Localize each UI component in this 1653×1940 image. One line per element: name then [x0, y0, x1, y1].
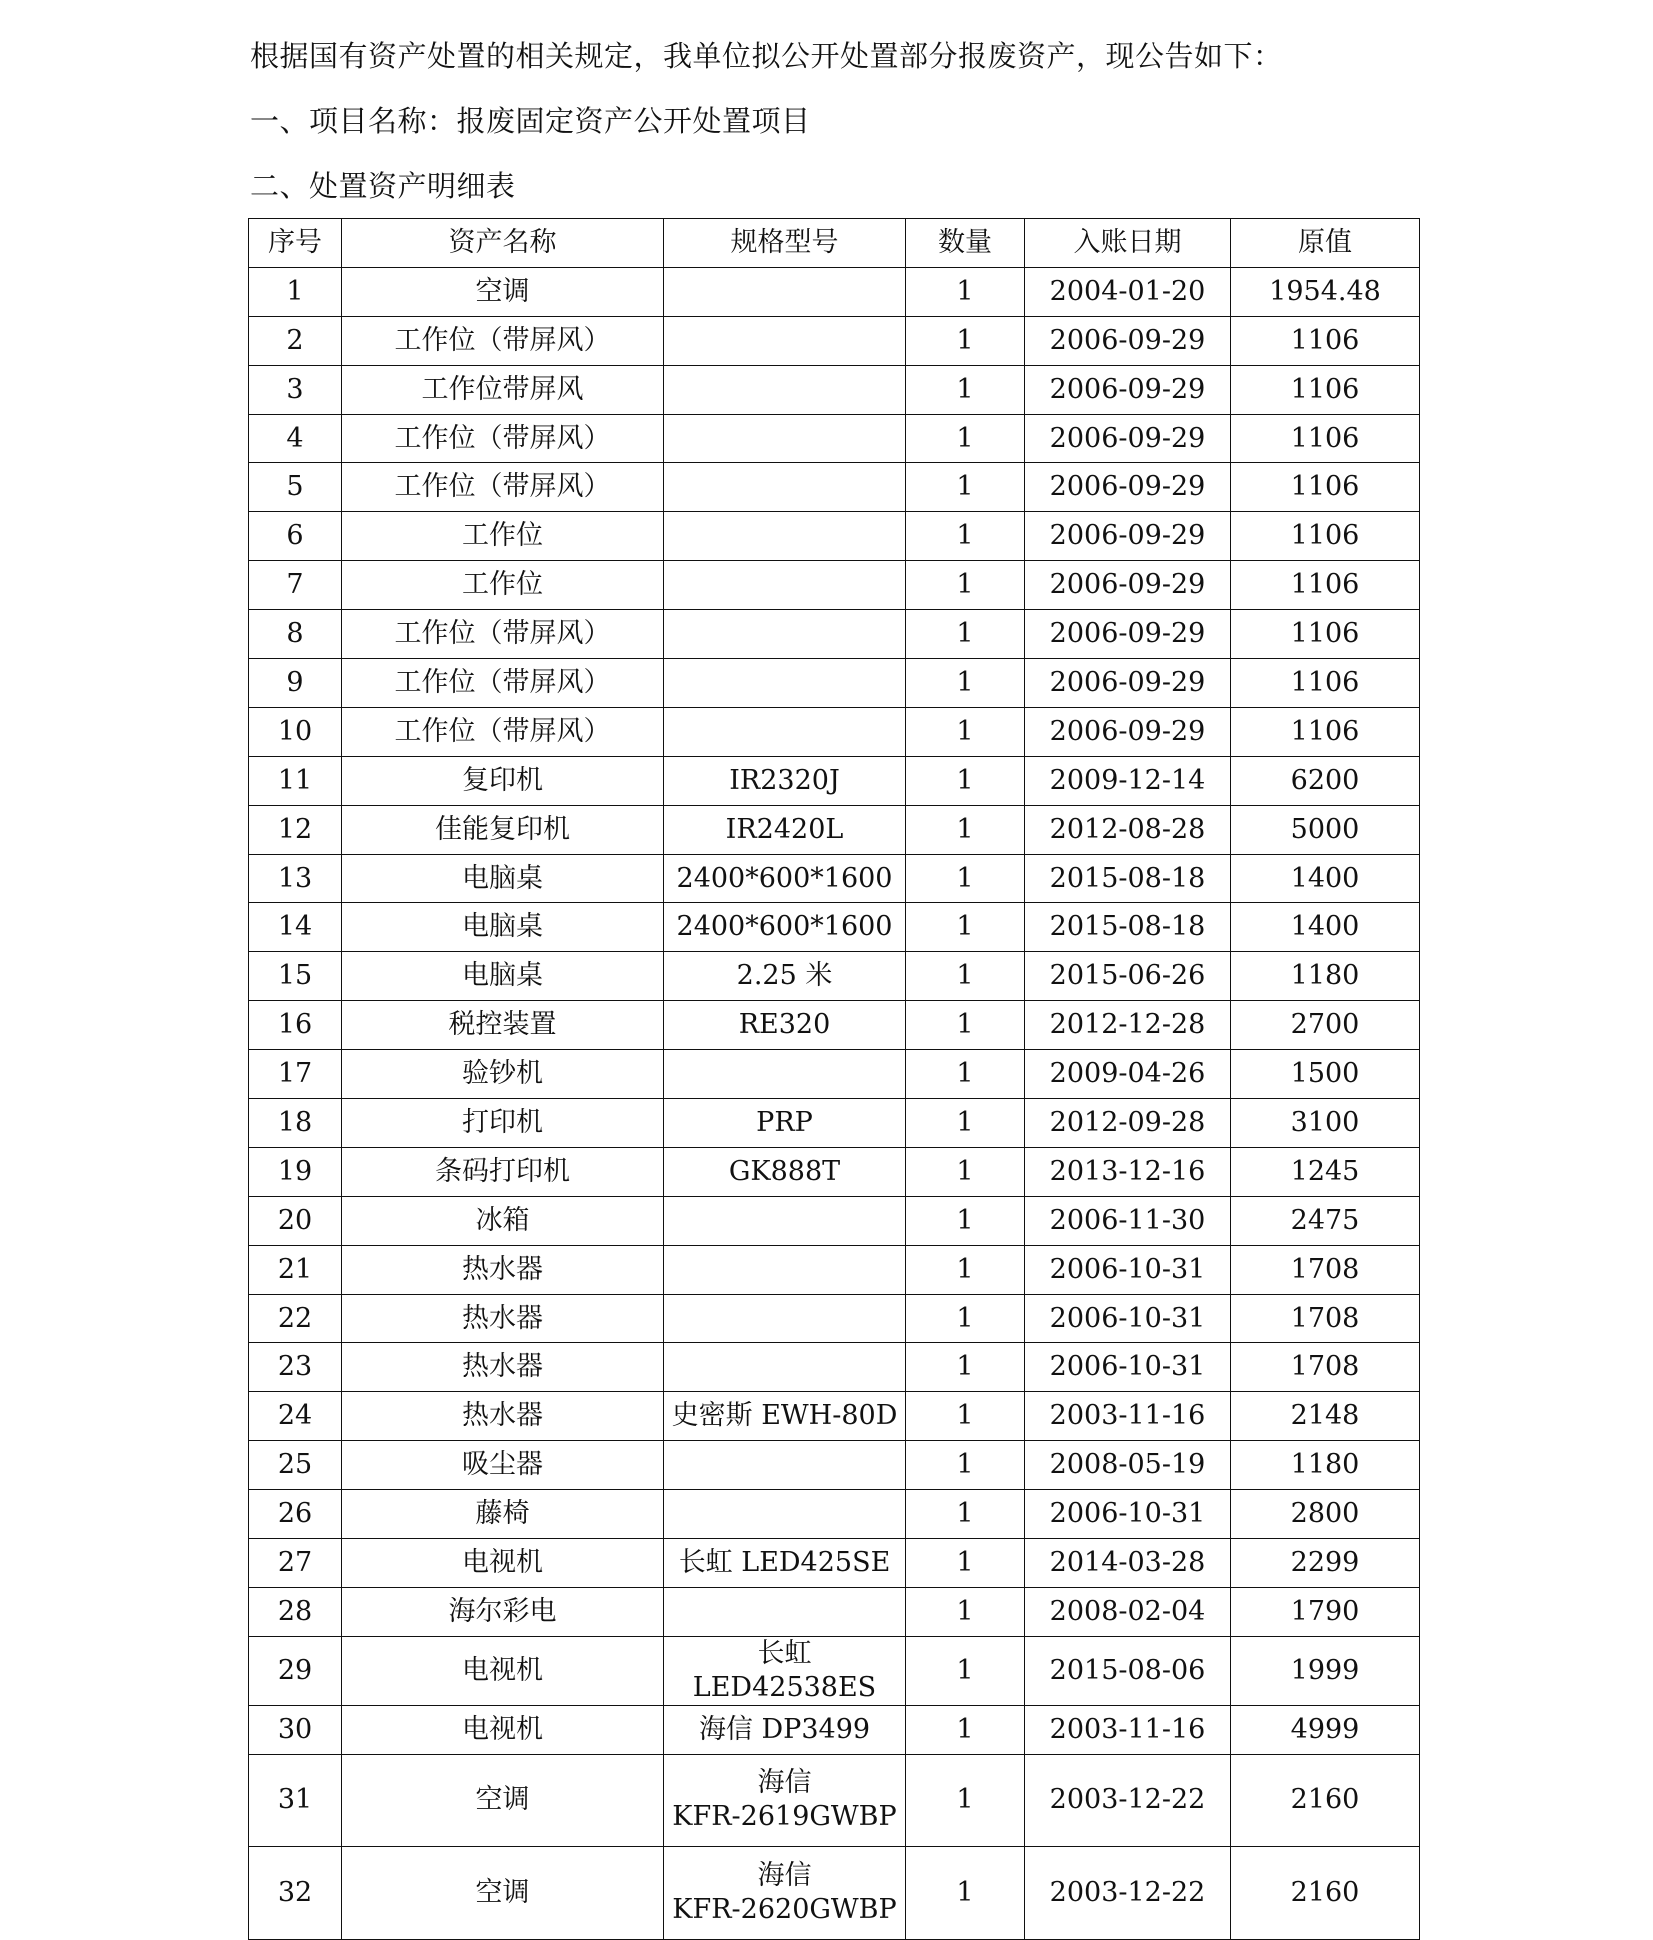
cell-spec: 海信 DP3499 — [664, 1705, 906, 1754]
cell-quantity: 1 — [906, 1754, 1025, 1847]
cell-spec — [664, 707, 906, 756]
cell-original-value: 1106 — [1231, 659, 1420, 708]
spec-brand: 海信 — [757, 1859, 812, 1891]
cell-asset-name: 空调 — [342, 1847, 664, 1940]
cell-asset-name: 条码打印机 — [342, 1147, 664, 1196]
cell-original-value: 1245 — [1231, 1147, 1420, 1196]
table-row — [249, 512, 1420, 561]
cell-asset-name: 工作位（带屏风） — [342, 316, 664, 365]
cell-quantity: 1 — [906, 1490, 1025, 1539]
cell-original-value: 5000 — [1231, 805, 1420, 854]
cell-spec — [664, 1441, 906, 1490]
cell-no: 27 — [249, 1539, 342, 1588]
cell-original-value: 1999 — [1231, 1636, 1420, 1705]
cell-quantity: 1 — [906, 1001, 1025, 1050]
section-project-name: 一、项目名称：报废固定资产公开处置项目 — [250, 104, 811, 138]
table-row — [249, 805, 1420, 854]
spec-model: KFR-2620GWBP — [672, 1893, 897, 1925]
intro-paragraph: 根据国有资产处置的相关规定，我单位拟公开处置部分报废资产，现公告如下： — [250, 39, 1283, 73]
cell-entry-date: 2009-04-26 — [1025, 1050, 1231, 1099]
table-row — [249, 854, 1420, 903]
cell-asset-name: 电脑桌 — [342, 903, 664, 952]
cell-entry-date: 2009-12-14 — [1025, 756, 1231, 805]
header-spec: 规格型号 — [664, 219, 906, 268]
cell-no: 32 — [249, 1847, 342, 1940]
table-row — [249, 1441, 1420, 1490]
cell-no: 9 — [249, 659, 342, 708]
cell-entry-date: 2008-05-19 — [1025, 1441, 1231, 1490]
cell-no: 19 — [249, 1147, 342, 1196]
cell-asset-name: 工作位（带屏风） — [342, 414, 664, 463]
cell-spec: 2400*600*1600 — [664, 854, 906, 903]
cell-no: 11 — [249, 756, 342, 805]
cell-quantity: 1 — [906, 1539, 1025, 1588]
cell-asset-name: 工作位带屏风 — [342, 365, 664, 414]
cell-spec: GK888T — [664, 1147, 906, 1196]
table-row — [249, 1050, 1420, 1099]
cell-no: 4 — [249, 414, 342, 463]
cell-original-value: 1954.48 — [1231, 267, 1420, 316]
cell-original-value: 3100 — [1231, 1099, 1420, 1148]
cell-entry-date: 2006-10-31 — [1025, 1245, 1231, 1294]
cell-spec: IR2420L — [664, 805, 906, 854]
cell-spec — [664, 1245, 906, 1294]
cell-quantity: 1 — [906, 1343, 1025, 1392]
cell-entry-date: 2012-09-28 — [1025, 1099, 1231, 1148]
cell-no: 3 — [249, 365, 342, 414]
cell-entry-date: 2006-10-31 — [1025, 1294, 1231, 1343]
cell-spec — [664, 1754, 906, 1847]
cell-asset-name: 空调 — [342, 267, 664, 316]
cell-spec: IR2320J — [664, 756, 906, 805]
table-row — [249, 365, 1420, 414]
cell-no: 16 — [249, 1001, 342, 1050]
cell-entry-date: 2003-12-22 — [1025, 1754, 1231, 1847]
cell-original-value: 1106 — [1231, 463, 1420, 512]
cell-quantity: 1 — [906, 1392, 1025, 1441]
cell-quantity: 1 — [906, 561, 1025, 610]
cell-quantity: 1 — [906, 756, 1025, 805]
table-row — [249, 1539, 1420, 1588]
table-row — [249, 952, 1420, 1001]
cell-quantity: 1 — [906, 463, 1025, 512]
cell-no: 17 — [249, 1050, 342, 1099]
cell-asset-name: 验钞机 — [342, 1050, 664, 1099]
table-row — [249, 1847, 1420, 1940]
table-row — [249, 1392, 1420, 1441]
table-row — [249, 1099, 1420, 1148]
cell-original-value: 1106 — [1231, 561, 1420, 610]
cell-original-value: 1180 — [1231, 1441, 1420, 1490]
cell-quantity: 1 — [906, 1587, 1025, 1636]
table-row — [249, 659, 1420, 708]
cell-asset-name: 佳能复印机 — [342, 805, 664, 854]
cell-asset-name: 税控装置 — [342, 1001, 664, 1050]
cell-no: 7 — [249, 561, 342, 610]
table-row — [249, 414, 1420, 463]
header-no: 序号 — [249, 219, 342, 268]
cell-entry-date: 2003-11-16 — [1025, 1705, 1231, 1754]
cell-no: 24 — [249, 1392, 342, 1441]
cell-original-value: 2700 — [1231, 1001, 1420, 1050]
cell-asset-name: 热水器 — [342, 1343, 664, 1392]
cell-no: 29 — [249, 1636, 342, 1705]
cell-entry-date: 2006-09-29 — [1025, 512, 1231, 561]
cell-entry-date: 2006-10-31 — [1025, 1490, 1231, 1539]
cell-no: 22 — [249, 1294, 342, 1343]
cell-entry-date: 2015-08-18 — [1025, 903, 1231, 952]
cell-spec: 史密斯 EWH-80D — [664, 1392, 906, 1441]
cell-asset-name: 冰箱 — [342, 1196, 664, 1245]
cell-original-value: 1400 — [1231, 854, 1420, 903]
cell-asset-name: 吸尘器 — [342, 1441, 664, 1490]
spec-brand: 海信 — [757, 1767, 812, 1799]
table-row — [249, 316, 1420, 365]
cell-quantity: 1 — [906, 952, 1025, 1001]
cell-spec: 长虹 LED425SE — [664, 1539, 906, 1588]
asset-detail-table — [248, 218, 1420, 1940]
cell-quantity: 1 — [906, 1099, 1025, 1148]
cell-no: 6 — [249, 512, 342, 561]
cell-asset-name: 工作位 — [342, 561, 664, 610]
cell-original-value: 4999 — [1231, 1705, 1420, 1754]
cell-entry-date: 2003-12-22 — [1025, 1847, 1231, 1940]
cell-no: 10 — [249, 707, 342, 756]
header-asset-name: 资产名称 — [342, 219, 664, 268]
cell-asset-name: 电视机 — [342, 1539, 664, 1588]
cell-spec — [664, 267, 906, 316]
cell-asset-name: 工作位（带屏风） — [342, 707, 664, 756]
cell-no: 31 — [249, 1754, 342, 1847]
cell-original-value: 1180 — [1231, 952, 1420, 1001]
cell-asset-name: 复印机 — [342, 756, 664, 805]
cell-original-value: 1106 — [1231, 610, 1420, 659]
table-row — [249, 756, 1420, 805]
cell-entry-date: 2012-08-28 — [1025, 805, 1231, 854]
cell-original-value: 1106 — [1231, 365, 1420, 414]
cell-entry-date: 2008-02-04 — [1025, 1587, 1231, 1636]
cell-no: 14 — [249, 903, 342, 952]
cell-spec — [664, 1294, 906, 1343]
cell-entry-date: 2006-09-29 — [1025, 561, 1231, 610]
cell-spec — [664, 414, 906, 463]
table-row — [249, 1245, 1420, 1294]
table-row — [249, 561, 1420, 610]
cell-asset-name: 热水器 — [342, 1294, 664, 1343]
cell-asset-name: 热水器 — [342, 1245, 664, 1294]
cell-original-value: 2800 — [1231, 1490, 1420, 1539]
cell-spec — [664, 1490, 906, 1539]
table-row — [249, 267, 1420, 316]
cell-quantity: 1 — [906, 365, 1025, 414]
table-row — [249, 463, 1420, 512]
cell-entry-date: 2015-06-26 — [1025, 952, 1231, 1001]
cell-no: 30 — [249, 1705, 342, 1754]
cell-asset-name: 打印机 — [342, 1099, 664, 1148]
spec-model: KFR-2619GWBP — [672, 1801, 897, 1833]
cell-asset-name: 电脑桌 — [342, 854, 664, 903]
cell-asset-name: 电脑桌 — [342, 952, 664, 1001]
cell-quantity: 1 — [906, 1050, 1025, 1099]
cell-asset-name: 海尔彩电 — [342, 1587, 664, 1636]
header-entry-date: 入账日期 — [1025, 219, 1231, 268]
header-original-value: 原值 — [1231, 219, 1420, 268]
cell-original-value: 2160 — [1231, 1754, 1420, 1847]
table-row — [249, 903, 1420, 952]
cell-original-value: 1106 — [1231, 512, 1420, 561]
cell-spec — [664, 659, 906, 708]
cell-no: 12 — [249, 805, 342, 854]
cell-spec: 2400*600*1600 — [664, 903, 906, 952]
cell-original-value: 2148 — [1231, 1392, 1420, 1441]
cell-spec — [664, 1343, 906, 1392]
table-row — [249, 1343, 1420, 1392]
cell-quantity: 1 — [906, 1441, 1025, 1490]
table-header-row — [249, 219, 1420, 268]
table-row — [249, 1001, 1420, 1050]
cell-no: 1 — [249, 267, 342, 316]
cell-spec — [664, 512, 906, 561]
cell-original-value: 1708 — [1231, 1245, 1420, 1294]
cell-quantity: 1 — [906, 1245, 1025, 1294]
cell-quantity: 1 — [906, 414, 1025, 463]
cell-entry-date: 2015-08-06 — [1025, 1636, 1231, 1705]
cell-asset-name: 工作位（带屏风） — [342, 610, 664, 659]
cell-quantity: 1 — [906, 1636, 1025, 1705]
cell-original-value: 1708 — [1231, 1294, 1420, 1343]
cell-asset-name: 工作位（带屏风） — [342, 463, 664, 512]
cell-quantity: 1 — [906, 1847, 1025, 1940]
cell-asset-name: 电视机 — [342, 1705, 664, 1754]
cell-entry-date: 2015-08-18 — [1025, 854, 1231, 903]
cell-original-value: 6200 — [1231, 756, 1420, 805]
section-asset-list-title: 二、处置资产明细表 — [250, 169, 516, 203]
cell-entry-date: 2006-11-30 — [1025, 1196, 1231, 1245]
cell-entry-date: 2006-10-31 — [1025, 1343, 1231, 1392]
cell-entry-date: 2012-12-28 — [1025, 1001, 1231, 1050]
cell-no: 28 — [249, 1587, 342, 1636]
cell-quantity: 1 — [906, 707, 1025, 756]
table-row — [249, 1196, 1420, 1245]
cell-quantity: 1 — [906, 854, 1025, 903]
cell-asset-name: 电视机 — [342, 1636, 664, 1705]
cell-no: 8 — [249, 610, 342, 659]
cell-original-value: 1790 — [1231, 1587, 1420, 1636]
table-row — [249, 610, 1420, 659]
cell-quantity: 1 — [906, 316, 1025, 365]
cell-asset-name: 热水器 — [342, 1392, 664, 1441]
cell-entry-date: 2006-09-29 — [1025, 659, 1231, 708]
cell-quantity: 1 — [906, 1147, 1025, 1196]
cell-spec: 长虹 LED42538ES — [664, 1636, 906, 1705]
cell-no: 26 — [249, 1490, 342, 1539]
table-row — [249, 1587, 1420, 1636]
cell-quantity: 1 — [906, 512, 1025, 561]
cell-entry-date: 2006-09-29 — [1025, 610, 1231, 659]
cell-original-value: 1400 — [1231, 903, 1420, 952]
cell-quantity: 1 — [906, 1294, 1025, 1343]
cell-entry-date: 2006-09-29 — [1025, 463, 1231, 512]
cell-original-value: 2160 — [1231, 1847, 1420, 1940]
cell-quantity: 1 — [906, 903, 1025, 952]
cell-original-value: 1708 — [1231, 1343, 1420, 1392]
table-row — [249, 1754, 1420, 1847]
cell-quantity: 1 — [906, 610, 1025, 659]
cell-spec — [664, 610, 906, 659]
cell-quantity: 1 — [906, 267, 1025, 316]
cell-no: 23 — [249, 1343, 342, 1392]
cell-spec — [664, 1050, 906, 1099]
cell-no: 20 — [249, 1196, 342, 1245]
cell-asset-name: 工作位 — [342, 512, 664, 561]
cell-original-value: 1500 — [1231, 1050, 1420, 1099]
cell-asset-name: 藤椅 — [342, 1490, 664, 1539]
cell-no: 5 — [249, 463, 342, 512]
cell-entry-date: 2003-11-16 — [1025, 1392, 1231, 1441]
cell-asset-name: 工作位（带屏风） — [342, 659, 664, 708]
cell-original-value: 1106 — [1231, 414, 1420, 463]
cell-spec — [664, 561, 906, 610]
cell-original-value: 1106 — [1231, 316, 1420, 365]
cell-entry-date: 2006-09-29 — [1025, 707, 1231, 756]
table-row — [249, 707, 1420, 756]
cell-original-value: 1106 — [1231, 707, 1420, 756]
cell-no: 13 — [249, 854, 342, 903]
cell-spec — [664, 463, 906, 512]
cell-entry-date: 2013-12-16 — [1025, 1147, 1231, 1196]
cell-no: 15 — [249, 952, 342, 1001]
cell-spec — [664, 1847, 906, 1940]
cell-entry-date: 2014-03-28 — [1025, 1539, 1231, 1588]
cell-spec — [664, 1196, 906, 1245]
cell-no: 18 — [249, 1099, 342, 1148]
table-row — [249, 1294, 1420, 1343]
cell-no: 25 — [249, 1441, 342, 1490]
cell-spec — [664, 1587, 906, 1636]
cell-quantity: 1 — [906, 1705, 1025, 1754]
header-quantity: 数量 — [906, 219, 1025, 268]
cell-entry-date: 2006-09-29 — [1025, 365, 1231, 414]
cell-spec — [664, 316, 906, 365]
table-row — [249, 1705, 1420, 1754]
cell-entry-date: 2004-01-20 — [1025, 267, 1231, 316]
table-row — [249, 1636, 1420, 1705]
table-body — [249, 267, 1420, 1939]
cell-original-value: 2299 — [1231, 1539, 1420, 1588]
table-row — [249, 1147, 1420, 1196]
cell-no: 21 — [249, 1245, 342, 1294]
cell-spec: 2.25 米 — [664, 952, 906, 1001]
cell-spec: PRP — [664, 1099, 906, 1148]
cell-quantity: 1 — [906, 1196, 1025, 1245]
cell-original-value: 2475 — [1231, 1196, 1420, 1245]
cell-spec — [664, 365, 906, 414]
cell-entry-date: 2006-09-29 — [1025, 316, 1231, 365]
table-row — [249, 1490, 1420, 1539]
cell-quantity: 1 — [906, 659, 1025, 708]
cell-entry-date: 2006-09-29 — [1025, 414, 1231, 463]
cell-spec: RE320 — [664, 1001, 906, 1050]
cell-no: 2 — [249, 316, 342, 365]
cell-asset-name: 空调 — [342, 1754, 664, 1847]
cell-quantity: 1 — [906, 805, 1025, 854]
